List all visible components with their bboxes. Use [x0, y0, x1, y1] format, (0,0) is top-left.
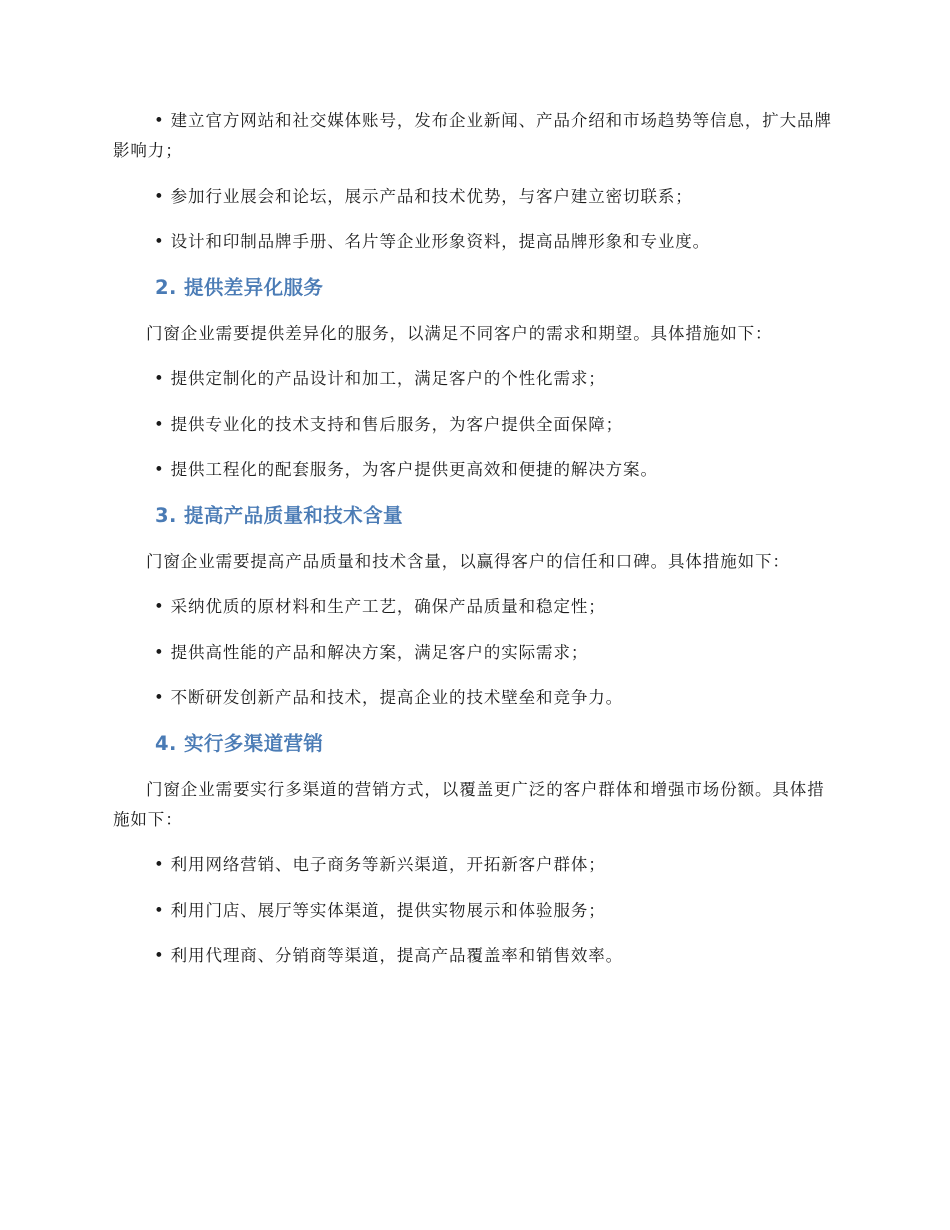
bullet-item: • 利用代理商、分销商等渠道，提高产品覆盖率和销售效率。	[113, 941, 839, 971]
bullet-item: • 建立官方网站和社交媒体账号，发布企业新闻、产品介绍和市场趋势等信息，扩大品牌影响力；	[113, 106, 839, 166]
bullet-item: • 参加行业展会和论坛，展示产品和技术优势，与客户建立密切联系；	[113, 182, 839, 212]
bullet-item: • 利用网络营销、电子商务等新兴渠道，开拓新客户群体；	[113, 850, 839, 880]
document-body	[113, 106, 839, 987]
section-heading: 3. 提高产品质量和技术含量	[155, 503, 403, 527]
section-paragraph: 门窗企业需要实行多渠道的营销方式，以覆盖更广泛的客户群体和增强市场份额。具体措施如下：	[113, 779, 825, 829]
section-paragraph: 门窗企业需要提供差异化的服务，以满足不同客户的需求和期望。具体措施如下：	[146, 323, 773, 343]
bullet-item: • 提供高性能的产品和解决方案，满足客户的实际需求；	[113, 638, 839, 668]
bullet-item: • 提供专业化的技术支持和售后服务，为客户提供全面保障；	[113, 410, 839, 440]
bullet-item: • 不断研发创新产品和技术，提高企业的技术壁垒和竞争力。	[113, 683, 839, 713]
section-heading: 4. 实行多渠道营销	[155, 731, 324, 755]
bullet-item: • 利用门店、展厅等实体渠道，提供实物展示和体验服务；	[113, 896, 839, 926]
bullet-item: • 采纳优质的原材料和生产工艺，确保产品质量和稳定性；	[113, 592, 839, 622]
bullet-item: • 提供工程化的配套服务，为客户提供更高效和便捷的解决方案。	[113, 455, 839, 485]
section-paragraph: 门窗企业需要提高产品质量和技术含量，以赢得客户的信任和口碑。具体措施如下：	[146, 551, 790, 571]
bullet-item: • 提供定制化的产品设计和加工，满足客户的个性化需求；	[113, 364, 839, 394]
bullet-item: • 设计和印制品牌手册、名片等企业形象资料，提高品牌形象和专业度。	[113, 227, 839, 257]
section-heading: 2. 提供差异化服务	[155, 275, 324, 299]
